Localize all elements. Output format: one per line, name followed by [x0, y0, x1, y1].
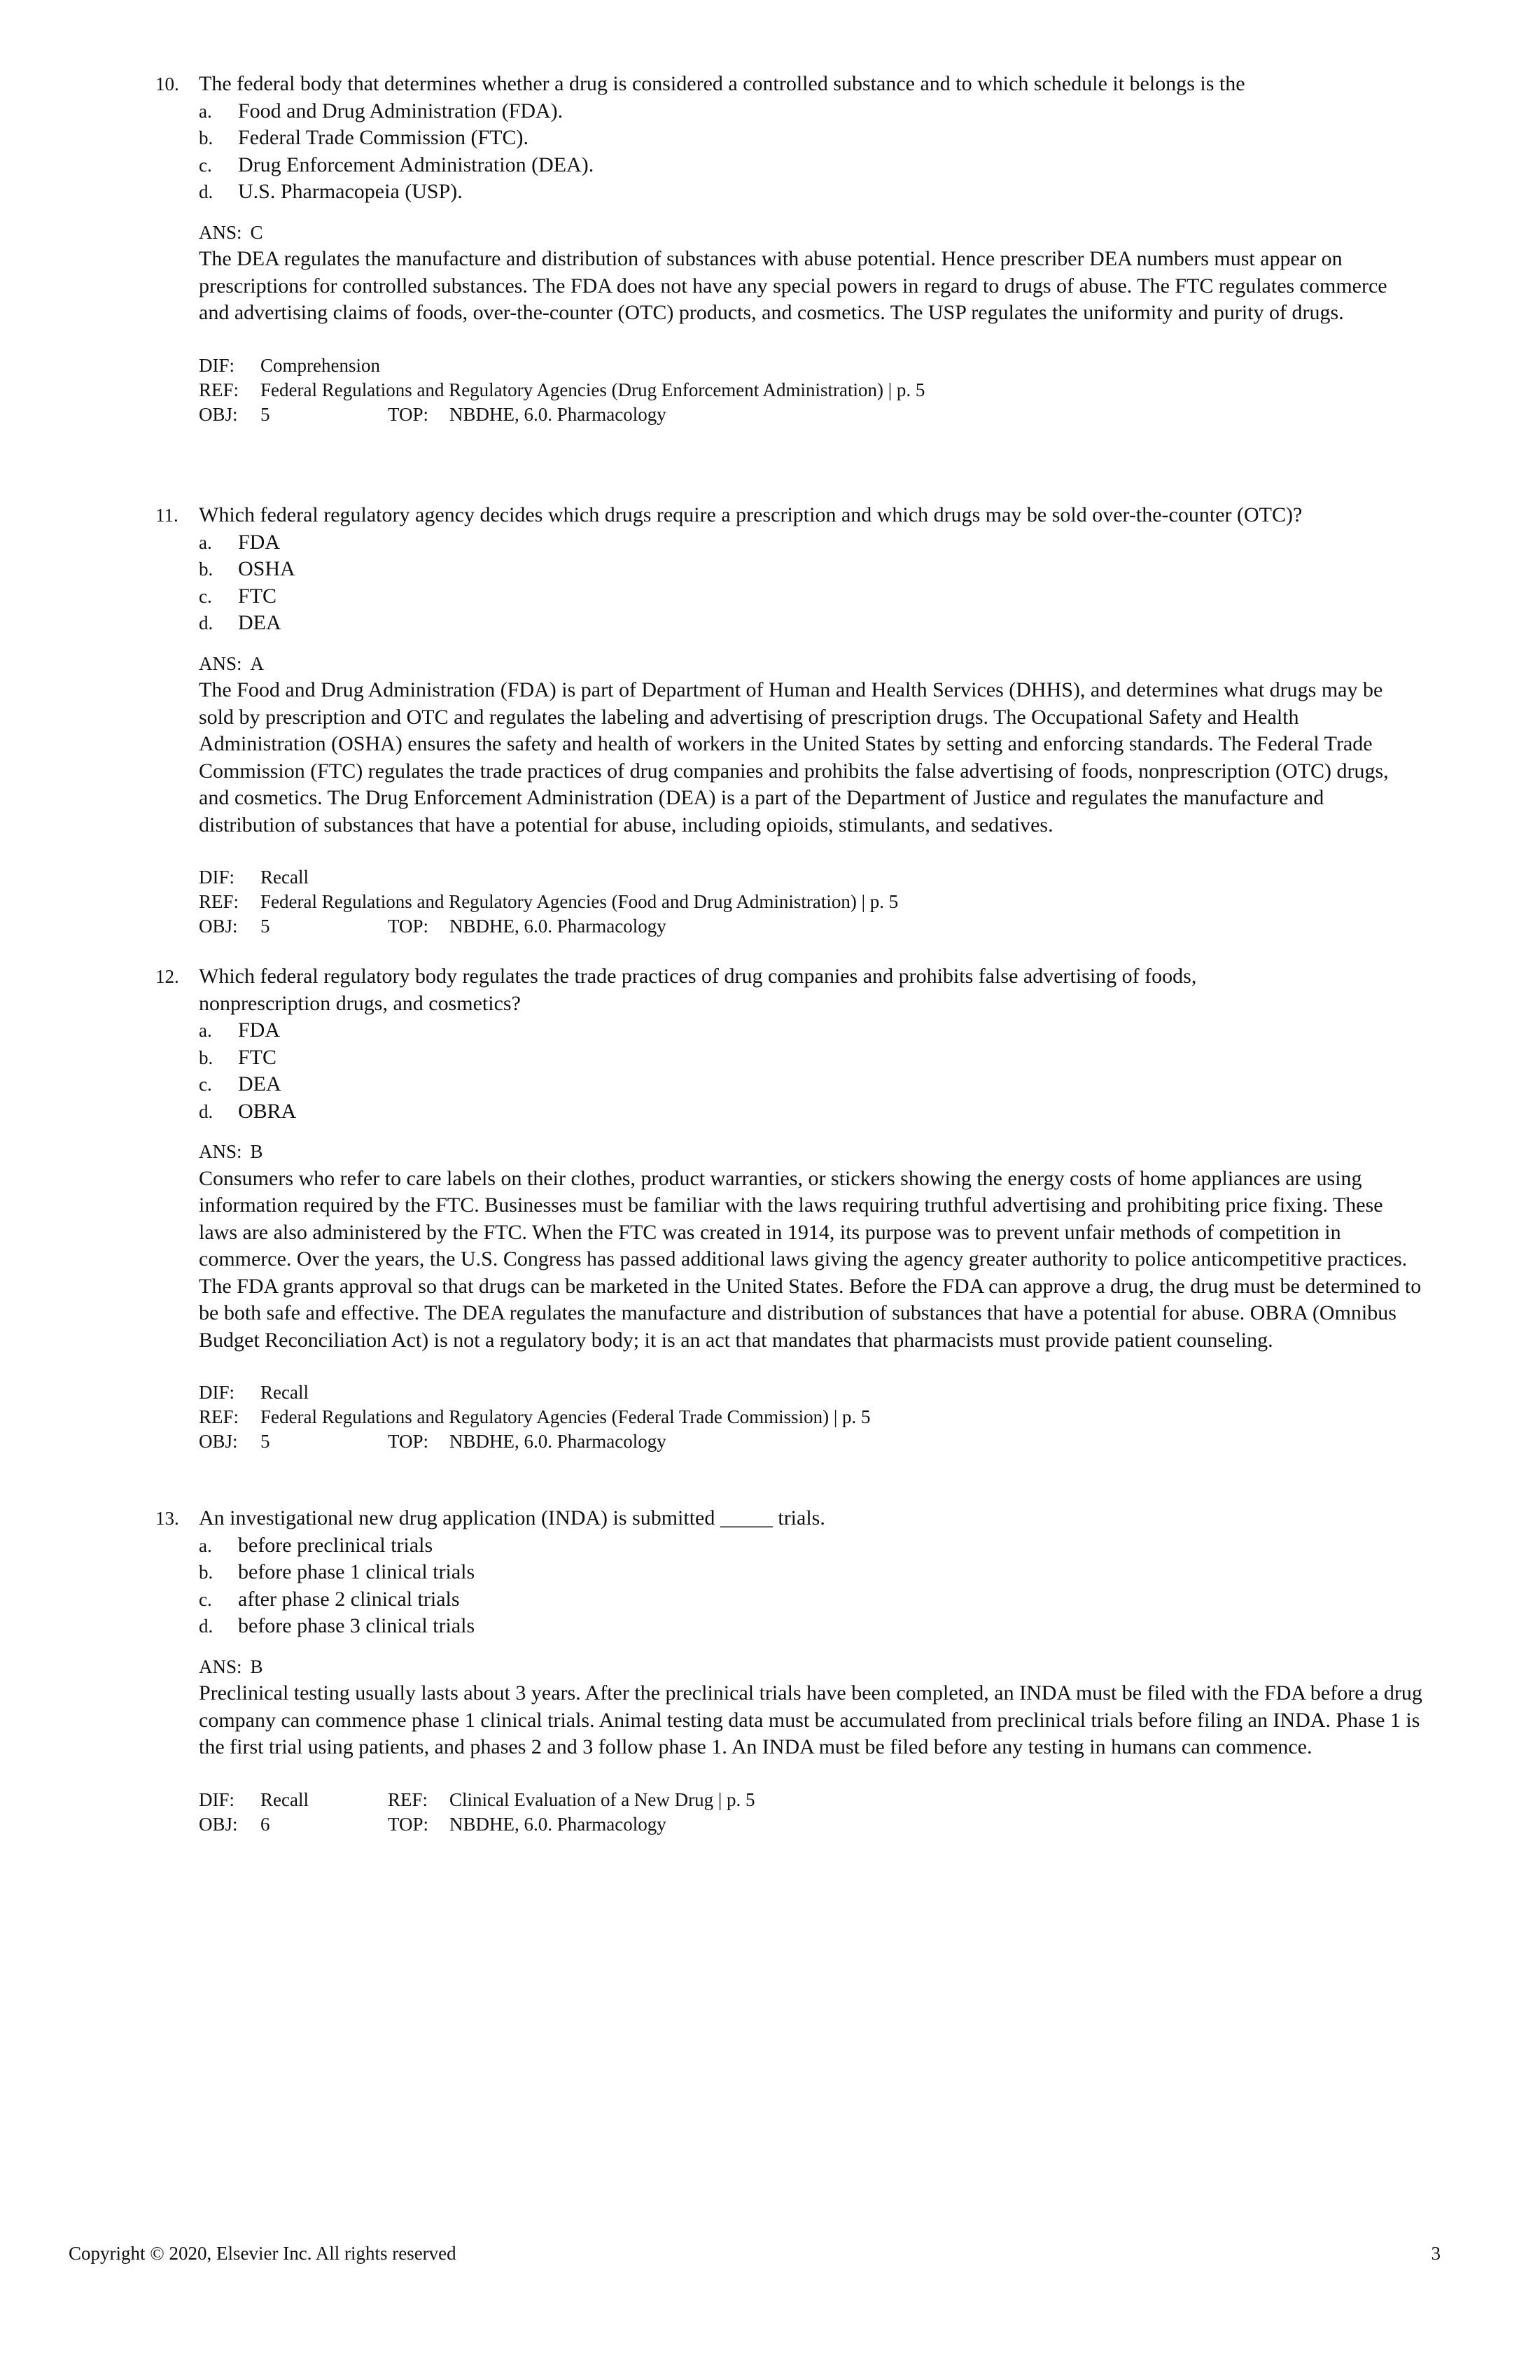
dif-value: Recall: [260, 1382, 309, 1403]
option-d: [199, 1613, 1429, 1640]
copyright-notice: Copyright © 2020, Elsevier Inc. All rights reserved: [69, 2243, 456, 2264]
option-text: Drug Enforcement Administration (DEA).: [238, 153, 594, 176]
question-metadata: [155, 1788, 1429, 1837]
obj-label: OBJ:: [199, 1431, 238, 1452]
ref-value: Federal Regulations and Regulatory Agencies (Federal Trade Commission) | p. 5: [260, 1406, 871, 1427]
objective-topic-row: [199, 1812, 1429, 1837]
rationale: The DEA regulates the manufacture and distribution of substances with abuse potential. Hence prescriber DEA numbers must appear on prescriptions for controlled substances. The FDA does not have any special powers in regard to drugs of abuse. The FTC regulates commerce and advertising claims of foods, over-the-counter (OTC) products, and cosmetics. The USP regulates the uniformity and purity of drugs.: [199, 247, 1387, 324]
question-stem-row: [155, 1505, 1429, 1532]
option-letter: d.: [199, 1100, 214, 1122]
answer-options: [155, 1017, 1429, 1125]
answer-block: [155, 1138, 1429, 1354]
answer-value: A: [250, 652, 265, 674]
question-stem-row: [155, 502, 1429, 529]
obj-label: OBJ:: [199, 403, 238, 425]
question-stem-row: [155, 963, 1429, 1017]
question-stem: An investigational new drug application (INDA) is submitted _____ trials.: [199, 1506, 825, 1530]
question-metadata: [155, 1380, 1429, 1454]
option-text: before preclinical trials: [238, 1533, 433, 1557]
option-letter: b.: [199, 1562, 214, 1583]
option-d: [199, 610, 1429, 637]
top-label: TOP:: [388, 916, 429, 937]
option-a: [199, 529, 1429, 556]
option-text: before phase 1 clinical trials: [238, 1560, 475, 1583]
question-13: [155, 1505, 1429, 1837]
dif-label: DIF:: [199, 1382, 235, 1403]
option-letter: c.: [199, 585, 212, 607]
option-letter: b.: [199, 559, 214, 580]
option-letter: b.: [199, 1046, 214, 1068]
topic: [388, 914, 666, 939]
option-letter: d.: [199, 612, 214, 634]
dif-label: DIF:: [199, 1788, 235, 1810]
option-letter: a.: [199, 100, 212, 122]
objective-topic-row: [199, 1429, 1429, 1454]
objective-topic-row: [199, 914, 1429, 939]
ref-label: REF:: [199, 379, 239, 400]
top-value: NBDHE, 6.0. Pharmacology: [449, 403, 666, 425]
option-text: DEA: [238, 1072, 281, 1096]
option-a: [199, 1017, 1429, 1044]
answer-block: [155, 219, 1429, 327]
option-d: [199, 1098, 1429, 1126]
answer-options: [155, 98, 1429, 206]
answer-block: [155, 1653, 1429, 1761]
top-label: TOP:: [388, 1431, 429, 1452]
answer-block: [155, 650, 1429, 839]
answer-key: [199, 650, 1429, 678]
option-letter: c.: [199, 154, 212, 176]
difficulty-row: [199, 1380, 1429, 1405]
answer-key: [199, 1653, 1429, 1681]
option-letter: a.: [199, 1534, 212, 1556]
topic: [388, 1812, 666, 1837]
answer-label: ANS:: [199, 652, 242, 674]
option-letter: d.: [199, 181, 214, 202]
rationale: Preclinical testing usually lasts about 3 years. After the preclinical trials have been completed, an INDA must be filed with the FDA before a drug company can commence phase 1 clinical trials. Animal testing data must be accumulated from preclinical trials before filing an INDA. Phase 1 is the first trial using patients, and phases 2 and 3 follow phase 1. An INDA must be filed before any testing in humans can commence.: [199, 1681, 1422, 1758]
question-stem-row: [155, 71, 1429, 98]
option-text: FTC: [238, 584, 277, 608]
top-label: TOP:: [388, 403, 429, 425]
top-value: NBDHE, 6.0. Pharmacology: [449, 1813, 666, 1835]
top-value: NBDHE, 6.0. Pharmacology: [449, 1431, 666, 1452]
question-stem: The federal body that determines whether a drug is considered a controlled substance and to which schedule it belongs is the: [199, 72, 1245, 95]
question-10: [155, 71, 1429, 427]
obj-label: OBJ:: [199, 1813, 238, 1835]
question-metadata: [155, 354, 1429, 427]
answer-value: B: [250, 1656, 263, 1677]
difficulty-row: [199, 865, 1429, 890]
dif-value: Recall: [260, 1788, 309, 1810]
obj-value: 5: [260, 1431, 270, 1452]
option-b: [199, 125, 1429, 152]
option-text: DEA: [238, 611, 281, 634]
option-a: [199, 1532, 1429, 1560]
dif-value: Comprehension: [260, 354, 380, 376]
option-text: Federal Trade Commission (FTC).: [238, 126, 529, 149]
page-number: 3: [1431, 2243, 1441, 2264]
question-metadata: [155, 865, 1429, 939]
option-letter: b.: [199, 127, 214, 148]
option-b: [199, 1044, 1429, 1072]
option-c: [199, 1586, 1429, 1614]
topic: [388, 1429, 666, 1454]
option-text: OSHA: [238, 557, 295, 580]
ref-label: REF:: [199, 891, 239, 912]
option-text: Food and Drug Administration (FDA).: [238, 99, 564, 122]
top-label: TOP:: [388, 1813, 429, 1835]
question-number: 12.: [155, 966, 179, 987]
reference-row: [199, 378, 1429, 402]
option-letter: a.: [199, 531, 212, 553]
question-12: [155, 963, 1429, 1454]
option-text: U.S. Pharmacopeia (USP).: [238, 180, 463, 203]
reference-row: [199, 890, 1429, 914]
option-text: OBRA: [238, 1099, 297, 1123]
difficulty-row: [199, 354, 1429, 378]
objective-topic-row: [199, 402, 1429, 427]
answer-label: ANS:: [199, 221, 242, 243]
dif-label: DIF:: [199, 354, 235, 376]
top-value: NBDHE, 6.0. Pharmacology: [449, 916, 666, 937]
option-text: FTC: [238, 1045, 277, 1069]
ref-value: Clinical Evaluation of a New Drug | p. 5: [449, 1788, 755, 1810]
option-text: FDA: [238, 1018, 281, 1042]
ref-value: Federal Regulations and Regulatory Agencies (Drug Enforcement Administration) | p. 5: [260, 379, 925, 400]
option-text: before phase 3 clinical trials: [238, 1614, 475, 1637]
answer-options: [155, 1532, 1429, 1640]
option-a: [199, 98, 1429, 125]
topic: [388, 402, 666, 427]
obj-value: 5: [260, 916, 270, 937]
difficulty-reference-row: [199, 1788, 1429, 1812]
obj-label: OBJ:: [199, 916, 238, 937]
option-letter: c.: [199, 1588, 212, 1610]
answer-key: [199, 219, 1429, 246]
obj-value: 5: [260, 403, 270, 425]
answer-value: C: [250, 221, 263, 243]
question-stem: Which federal regulatory agency decides which drugs require a prescription and which drugs may be sold over-the-counter (OTC)?: [199, 503, 1303, 526]
answer-label: ANS:: [199, 1141, 242, 1162]
option-text: FDA: [238, 530, 281, 554]
option-letter: d.: [199, 1616, 214, 1637]
option-letter: a.: [199, 1020, 212, 1041]
answer-key: [199, 1138, 1429, 1166]
dif-value: Recall: [260, 867, 309, 888]
answer-options: [155, 529, 1429, 637]
option-b: [199, 556, 1429, 583]
reference: [388, 1788, 755, 1812]
question-number: 13.: [155, 1508, 179, 1529]
option-b: [199, 1559, 1429, 1586]
option-text: after phase 2 clinical trials: [238, 1587, 460, 1611]
option-c: [199, 152, 1429, 179]
option-c: [199, 583, 1429, 610]
question-stem: Which federal regulatory body regulates the trade practices of drug companies and prohibits false advertising of foods, nonprescription drugs, and cosmetics?: [199, 965, 1197, 1015]
option-c: [199, 1071, 1429, 1098]
option-d: [199, 178, 1429, 206]
ref-value: Federal Regulations and Regulatory Agencies (Food and Drug Administration) | p. 5: [260, 891, 899, 912]
question-11: [155, 502, 1429, 939]
rationale: The Food and Drug Administration (FDA) is part of Department of Human and Health Services (DHHS), and determines what drugs may be sold by prescription and OTC and regulates the labeling and advertising of prescription drugs. The Occupational Safety and Health Administration (OSHA) ensures the safety and health of workers in the United States by setting and enforcing standards. The Federal Trade Commission (FTC) regulates the trade practices of drug companies and prohibits the false advertising of foods, nonprescription (OTC) drugs, and cosmetics. The Drug Enforcement Administration (DEA) is a part of the Department of Justice and regulates the manufacture and distribution of substances that have a potential for abuse, including opioids, stimulants, and sedatives.: [199, 678, 1389, 836]
ref-label: REF:: [199, 1406, 239, 1427]
obj-value: 6: [260, 1813, 270, 1835]
answer-label: ANS:: [199, 1656, 242, 1677]
reference-row: [199, 1405, 1429, 1429]
question-number: 11.: [155, 505, 178, 526]
dif-label: DIF:: [199, 867, 235, 888]
answer-value: B: [250, 1141, 263, 1162]
ref-label: REF:: [388, 1788, 428, 1810]
rationale: Consumers who refer to care labels on their clothes, product warranties, or stickers showing the energy costs of home appliances are using information required by the FTC. Businesses must be familiar with the laws requiring truthful advertising and prohibiting price fixing. These laws are also administered by the FTC. When the FTC was created in 1914, its purpose was to prevent unfair methods of competition in commerce. Over the years, the U.S. Congress has passed additional laws giving the agency greater authority to police anticompetitive practices. The FDA grants approval so that drugs can be marketed in the United States. Before the FDA can approve a drug, the drug must be determined to be both safe and effective. The DEA regulates the manufacture and distribution of substances that have a potential for abuse. OBRA (Omnibus Budget Reconciliation Act) is not a regulatory body; it is an act that mandates that pharmacists must provide patient counseling.: [199, 1166, 1422, 1352]
question-number: 10.: [155, 74, 179, 94]
option-letter: c.: [199, 1074, 212, 1095]
